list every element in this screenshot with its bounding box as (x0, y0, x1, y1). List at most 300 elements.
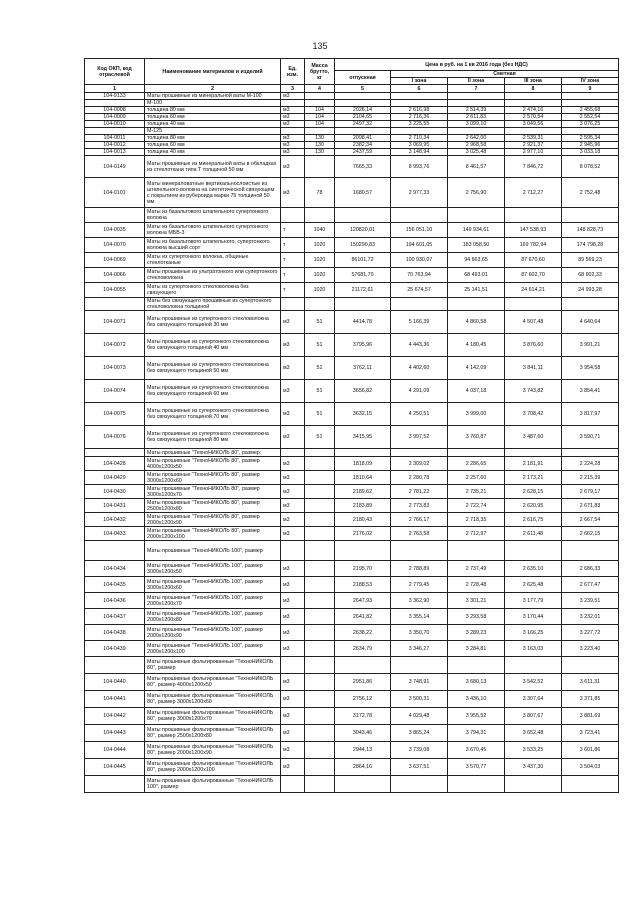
price-zone-3: 3 652,48 (505, 725, 562, 742)
material-name: Маты прошивные "ТехноНИКОЛЬ 100", размер 3000х1200х50 (145, 561, 281, 577)
price-zone-1 (391, 776, 448, 793)
release-price (335, 776, 391, 793)
product-code: 104-0443 (85, 725, 145, 742)
table-row (85, 178, 619, 208)
price-zone-4 (562, 100, 619, 107)
price-zone-1: 3 637,51 (391, 759, 448, 776)
material-name: Маты прошивные фольгированные "ТехноНИКОЛЬ 80", размер 4000х1200х50 (145, 674, 281, 691)
table-row (85, 593, 619, 609)
unit-of-measure: м3 (281, 156, 305, 178)
gross-mass (305, 609, 335, 625)
price-zone-3: 3 841,11 (505, 357, 562, 380)
price-zone-2: 2 735,21 (448, 485, 505, 499)
release-price: 2497,32 (335, 121, 391, 128)
material-name: Маты прошивные из супертонкого стекловолокна без связующего толщиной 30 мм (145, 311, 281, 334)
material-name: Маты прошивные из минеральной ваты М-100 (145, 93, 281, 100)
price-zone-3: 2 977,10 (505, 149, 562, 156)
price-zone-3: 2 181,91 (505, 457, 562, 471)
unit-of-measure: м3 (281, 609, 305, 625)
price-zone-4 (562, 208, 619, 223)
release-price: 2864,16 (335, 759, 391, 776)
gross-mass: 130 (305, 149, 335, 156)
product-code: 104-0071 (85, 311, 145, 334)
price-zone-2: 2 718,35 (448, 513, 505, 527)
unit-of-measure (281, 100, 305, 107)
product-code: 104-0008 (85, 107, 145, 114)
gross-mass (305, 485, 335, 499)
material-name: Маты прошивные фольгированные "ТехноНИКОЛЬ 80", размер 2000х1200х90 (145, 742, 281, 759)
price-zone-1: 2 716,36 (391, 114, 448, 121)
price-zone-4: 8 078,52 (562, 156, 619, 178)
price-zone-1: 2 788,89 (391, 561, 448, 577)
gross-mass (305, 527, 335, 541)
unit-of-measure: м3 (281, 403, 305, 426)
price-zone-4: 3 371,85 (562, 691, 619, 708)
column-number: 2 (145, 85, 281, 93)
material-name: М-125 (145, 128, 281, 135)
price-zone-4: 3 076,25 (562, 121, 619, 128)
table-row (85, 577, 619, 593)
price-zone-2: 94 663,65 (448, 253, 505, 268)
price-zone-3: 2 921,37 (505, 142, 562, 149)
price-zone-2 (448, 776, 505, 793)
product-code (85, 298, 145, 311)
column-number: 6 (391, 85, 448, 93)
price-zone-2: 2 514,39 (448, 107, 505, 114)
price-zone-2: 4 142,09 (448, 357, 505, 380)
price-zone-2: 149 934,61 (448, 223, 505, 238)
price-zone-2: 2 737,49 (448, 561, 505, 577)
product-code: 104-0011 (85, 135, 145, 142)
price-zone-4 (562, 776, 619, 793)
gross-mass (305, 708, 335, 725)
release-price: 2944,13 (335, 742, 391, 759)
release-price: 1810,64 (335, 471, 391, 485)
price-zone-4: 24 993,28 (562, 283, 619, 298)
release-price: 2188,53 (335, 577, 391, 593)
price-zone-2: 2 756,90 (448, 178, 505, 208)
table-row (85, 513, 619, 527)
table-row (85, 357, 619, 380)
unit-of-measure: т (281, 283, 305, 298)
gross-mass (305, 100, 335, 107)
unit-of-measure: м3 (281, 593, 305, 609)
release-price: 120820,01 (335, 223, 391, 238)
unit-of-measure: м3 (281, 457, 305, 471)
product-code: 104-9133 (85, 93, 145, 100)
price-zone-2: 3 301,21 (448, 593, 505, 609)
price-zone-1 (391, 541, 448, 561)
price-zone-3: 87 602,70 (505, 268, 562, 283)
gross-mass (305, 641, 335, 657)
price-zone-4: 148 828,73 (562, 223, 619, 238)
release-price: 2189,62 (335, 485, 391, 499)
product-code: 104-0434 (85, 561, 145, 577)
table-row (85, 674, 619, 691)
release-price: 2176,02 (335, 527, 391, 541)
price-zone-3: 24 614,21 (505, 283, 562, 298)
unit-of-measure: м3 (281, 178, 305, 208)
table-row (85, 527, 619, 541)
unit-of-measure: м3 (281, 625, 305, 641)
product-code (85, 100, 145, 107)
price-zone-2 (448, 100, 505, 107)
material-name: толщина 60 мм (145, 142, 281, 149)
price-zone-3: 2 620,95 (505, 499, 562, 513)
price-zone-3: 2 628,15 (505, 485, 562, 499)
price-zone-2: 25 141,51 (448, 283, 505, 298)
product-code: 104-0435 (85, 577, 145, 593)
product-code (85, 776, 145, 793)
price-zone-4: 2 667,54 (562, 513, 619, 527)
price-zone-1: 2 766,17 (391, 513, 448, 527)
release-price (335, 128, 391, 135)
gross-mass (305, 541, 335, 561)
table-row (85, 471, 619, 485)
gross-mass (305, 625, 335, 641)
price-zone-1: 3 346,27 (391, 641, 448, 657)
price-zone-1: 3 997,52 (391, 426, 448, 449)
product-code: 104-0075 (85, 403, 145, 426)
price-zone-3: 7 846,72 (505, 156, 562, 178)
price-zone-3 (505, 298, 562, 311)
price-zone-3: 3 487,60 (505, 426, 562, 449)
material-name: Маты прошивные из минеральной ваты в обкладках из стеклоткани типа Т толщиной 50 мм (145, 156, 281, 178)
table-row (85, 128, 619, 135)
price-zone-1: 4 402,60 (391, 357, 448, 380)
price-zone-1: 4 029,48 (391, 708, 448, 725)
gross-mass (305, 499, 335, 513)
release-price: 2104,65 (335, 114, 391, 121)
price-zone-1: 3 748,91 (391, 674, 448, 691)
price-zone-1: 2 773,83 (391, 499, 448, 513)
price-zone-1: 4 291,09 (391, 380, 448, 403)
table-row (85, 121, 619, 128)
gross-mass (305, 759, 335, 776)
product-code (85, 541, 145, 561)
material-name: Маты прошивные "ТехноНИКОЛЬ 100", размер 2000х1200х70 (145, 593, 281, 609)
unit-of-measure: м3 (281, 142, 305, 149)
price-zone-2 (448, 93, 505, 100)
release-price (335, 449, 391, 457)
material-name: Маты прошивные "ТехноНИКОЛЬ 80", размер 4000х1200х50 (145, 457, 281, 471)
table-row (85, 114, 619, 121)
product-code: 104-0073 (85, 357, 145, 380)
product-code: 104-0149 (85, 156, 145, 178)
price-zone-1: 3 865,24 (391, 725, 448, 742)
header-name: Наименование материалов и изделий (145, 59, 281, 85)
price-table (84, 58, 619, 793)
price-zone-1: 3 225,55 (391, 121, 448, 128)
table-row (85, 485, 619, 499)
table-row (85, 223, 619, 238)
price-zone-4: 3 991,21 (562, 334, 619, 357)
release-price: 2382,34 (335, 142, 391, 149)
price-zone-4: 174 798,28 (562, 238, 619, 253)
release-price: 2647,93 (335, 593, 391, 609)
product-code: 104-0428 (85, 457, 145, 471)
release-price: 3795,96 (335, 334, 391, 357)
header-price-title: Цена в руб. на 1 кв 2016 года (без НДС) (335, 59, 619, 71)
release-price: 2180,43 (335, 513, 391, 527)
release-price: 2437,59 (335, 149, 391, 156)
unit-of-measure: м3 (281, 426, 305, 449)
gross-mass: 1020 (305, 283, 335, 298)
gross-mass: 51 (305, 334, 335, 357)
price-zone-1: 4 443,36 (391, 334, 448, 357)
material-name: Маты прошивные из супертонкого стекловолокна без связующего толщиной 70 мм (145, 403, 281, 426)
release-price: 2183,89 (335, 499, 391, 513)
price-zone-1 (391, 298, 448, 311)
price-zone-1: 194 601,05 (391, 238, 448, 253)
price-zone-2: 4 860,58 (448, 311, 505, 334)
price-zone-4: 3 227,72 (562, 625, 619, 641)
price-zone-1: 2 763,58 (391, 527, 448, 541)
price-zone-4: 3 590,71 (562, 426, 619, 449)
product-code: 104-0066 (85, 268, 145, 283)
product-code: 104-0439 (85, 641, 145, 657)
gross-mass: 51 (305, 311, 335, 334)
price-zone-4: 4 640,64 (562, 311, 619, 334)
price-zone-2: 3 760,87 (448, 426, 505, 449)
price-zone-2: 68 493,01 (448, 268, 505, 283)
price-zone-4: 3 223,40 (562, 641, 619, 657)
unit-of-measure (281, 776, 305, 793)
release-price: 3415,95 (335, 426, 391, 449)
price-zone-3: 2 611,48 (505, 527, 562, 541)
material-name: Маты прошивные "ТехноНИКОЛЬ 80", размер 2000х1200х100 (145, 527, 281, 541)
unit-of-measure: м3 (281, 513, 305, 527)
product-code: 104-0437 (85, 609, 145, 625)
product-code: 104-0440 (85, 674, 145, 691)
price-zone-2: 3 999,00 (448, 403, 505, 426)
material-name: толщина 80 мм (145, 135, 281, 142)
unit-of-measure: м3 (281, 485, 305, 499)
price-zone-3 (505, 449, 562, 457)
product-code: 104-0431 (85, 499, 145, 513)
column-number: 8 (505, 85, 562, 93)
product-code: 104-0430 (85, 485, 145, 499)
table-row (85, 657, 619, 674)
product-code: 104-0013 (85, 149, 145, 156)
gross-mass: 51 (305, 380, 335, 403)
price-zone-4: 3 723,41 (562, 725, 619, 742)
column-number-row (85, 85, 619, 93)
material-name: Маты минераловатные вертикальнослоистые из штапельного волокна на синтетической связующем с покрытием из рубероида марки 75 толщиной 50 мм (145, 178, 281, 208)
product-code: 104-0069 (85, 253, 145, 268)
table-row (85, 298, 619, 311)
unit-of-measure: м3 (281, 499, 305, 513)
material-name: Маты без связующего прошивные из супертонкого стекловолокна толщиной (145, 298, 281, 311)
gross-mass (305, 449, 335, 457)
material-name: Маты из базальтового штапельного, супертонкого волокна высший сорт (145, 238, 281, 253)
unit-of-measure: м3 (281, 577, 305, 593)
price-zone-2: 2 257,60 (448, 471, 505, 485)
price-zone-2: 2 611,83 (448, 114, 505, 121)
unit-of-measure: м3 (281, 471, 305, 485)
column-number: 5 (335, 85, 391, 93)
price-zone-3: 3 807,67 (505, 708, 562, 725)
price-zone-2 (448, 449, 505, 457)
price-zone-2: 3 955,52 (448, 708, 505, 725)
price-zone-3: 3 437,30 (505, 759, 562, 776)
material-name: Маты из супертонкого стекловолокна без связующего (145, 283, 281, 298)
price-zone-4: 2 686,33 (562, 561, 619, 577)
price-zone-3: 3 708,42 (505, 403, 562, 426)
price-zone-2: 3 794,31 (448, 725, 505, 742)
table-row (85, 149, 619, 156)
price-zone-3: 3 743,82 (505, 380, 562, 403)
gross-mass (305, 577, 335, 593)
material-name: Маты прошивные фольгированные "ТехноНИКОЛЬ 80", размер 3000х1200х70 (145, 708, 281, 725)
table-row (85, 311, 619, 334)
price-zone-4: 3 033,18 (562, 149, 619, 156)
header-zone-2: II зона (448, 78, 505, 85)
price-zone-4: 2 455,68 (562, 107, 619, 114)
release-price: 2756,12 (335, 691, 391, 708)
price-zone-1: 3 148,94 (391, 149, 448, 156)
price-zone-2: 8 461,57 (448, 156, 505, 178)
price-zone-2: 3 289,23 (448, 625, 505, 641)
product-code (85, 657, 145, 674)
unit-of-measure: т (281, 223, 305, 238)
product-code: 104-0438 (85, 625, 145, 641)
price-zone-2 (448, 298, 505, 311)
price-zone-2: 2 642,00 (448, 135, 505, 142)
table-row (85, 403, 619, 426)
release-price: 3656,82 (335, 380, 391, 403)
gross-mass (305, 156, 335, 178)
unit-of-measure: м3 (281, 149, 305, 156)
unit-of-measure: м3 (281, 641, 305, 657)
unit-of-measure: т (281, 268, 305, 283)
price-zone-1 (391, 128, 448, 135)
price-zone-2: 2 712,97 (448, 527, 505, 541)
header-zone-1: I зона (391, 78, 448, 85)
price-zone-4: 89 569,23 (562, 253, 619, 268)
release-price: 2638,22 (335, 625, 391, 641)
release-price: 3762,11 (335, 357, 391, 380)
price-zone-3: 2 635,10 (505, 561, 562, 577)
gross-mass (305, 674, 335, 691)
price-zone-4: 2 752,48 (562, 178, 619, 208)
unit-of-measure: м3 (281, 708, 305, 725)
material-name: Маты прошивные "ТехноНИКОЛЬ 80", размер 2500х1200х80 (145, 499, 281, 513)
material-name: Маты прошивные из супертонкого стекловолокна без связующего толщиной 80 мм (145, 426, 281, 449)
price-zone-4: 3 881,69 (562, 708, 619, 725)
gross-mass (305, 691, 335, 708)
unit-of-measure: м3 (281, 380, 305, 403)
release-price: 2195,70 (335, 561, 391, 577)
material-name: толщина 60 мм (145, 114, 281, 121)
table-row (85, 499, 619, 513)
material-name: Маты прошивные "ТехноНИКОЛЬ 100", размер (145, 541, 281, 561)
price-zone-3: 147 538,93 (505, 223, 562, 238)
table-row (85, 641, 619, 657)
unit-of-measure (281, 541, 305, 561)
table-row (85, 725, 619, 742)
table-row (85, 541, 619, 561)
product-code: 104-0432 (85, 513, 145, 527)
price-zone-1: 2 710,34 (391, 135, 448, 142)
gross-mass: 104 (305, 107, 335, 114)
price-zone-1: 2 977,33 (391, 178, 448, 208)
unit-of-measure: м3 (281, 334, 305, 357)
gross-mass (305, 298, 335, 311)
material-name: толщина 40 мм (145, 121, 281, 128)
price-zone-4: 2 679,17 (562, 485, 619, 499)
release-price (335, 541, 391, 561)
price-zone-1: 2 616,98 (391, 107, 448, 114)
price-zone-1: 3 069,95 (391, 142, 448, 149)
material-name: Маты из базальтового штапельного супертонкого волокна (145, 208, 281, 223)
price-zone-4: 2 671,83 (562, 499, 619, 513)
unit-of-measure: т (281, 238, 305, 253)
unit-of-measure (281, 449, 305, 457)
gross-mass (305, 471, 335, 485)
price-zone-4: 3 504,03 (562, 759, 619, 776)
price-zone-2: 3 099,10 (448, 121, 505, 128)
price-zone-4: 68 902,33 (562, 268, 619, 283)
unit-of-measure: м3 (281, 759, 305, 776)
material-name: М-100 (145, 100, 281, 107)
header-release-price: отпускная (335, 71, 391, 85)
price-zone-3: 2 616,75 (505, 513, 562, 527)
release-price: 7665,33 (335, 156, 391, 178)
price-zone-4 (562, 449, 619, 457)
price-zone-3: 2 625,48 (505, 577, 562, 593)
unit-of-measure (281, 657, 305, 674)
unit-of-measure: м3 (281, 742, 305, 759)
unit-of-measure (281, 128, 305, 135)
material-name: толщина 40 мм (145, 149, 281, 156)
product-code: 104-0444 (85, 742, 145, 759)
gross-mass (305, 93, 335, 100)
material-name: Маты прошивные из супертонкого стекловолокна без связующего толщиной 60 мм (145, 380, 281, 403)
gross-mass: 78 (305, 178, 335, 208)
product-code: 104-0436 (85, 593, 145, 609)
product-code: 104-0009 (85, 114, 145, 121)
material-name: Маты прошивные из супертонкого стекловолокна без связующего толщиной 40 мм (145, 334, 281, 357)
table-row (85, 691, 619, 708)
release-price: 1680,57 (335, 178, 391, 208)
unit-of-measure: м3 (281, 527, 305, 541)
price-zone-4: 3 817,97 (562, 403, 619, 426)
release-price: 21172,61 (335, 283, 391, 298)
header-mass: Масса брутто, кг (305, 59, 335, 85)
price-zone-2: 4 180,45 (448, 334, 505, 357)
product-code (85, 208, 145, 223)
unit-of-measure: м3 (281, 561, 305, 577)
unit-of-measure (281, 208, 305, 223)
price-zone-2: 4 037,18 (448, 380, 505, 403)
table-row (85, 561, 619, 577)
price-zone-4: 3 601,86 (562, 742, 619, 759)
product-code (85, 449, 145, 457)
unit-of-measure: м3 (281, 725, 305, 742)
unit-of-measure: м3 (281, 135, 305, 142)
table-row (85, 156, 619, 178)
price-zone-2 (448, 208, 505, 223)
release-price: 1818,09 (335, 457, 391, 471)
material-name: Маты прошивные "ТехноНИКОЛЬ 80", размер 2000х1200х90 (145, 513, 281, 527)
material-name: Маты прошивные фольгированные "ТехноНИКОЛЬ 80", размер 3000х1200х60 (145, 691, 281, 708)
unit-of-measure: м3 (281, 114, 305, 121)
price-zone-2 (448, 541, 505, 561)
price-zone-3 (505, 93, 562, 100)
product-code: 104-0445 (85, 759, 145, 776)
table-row (85, 100, 619, 107)
